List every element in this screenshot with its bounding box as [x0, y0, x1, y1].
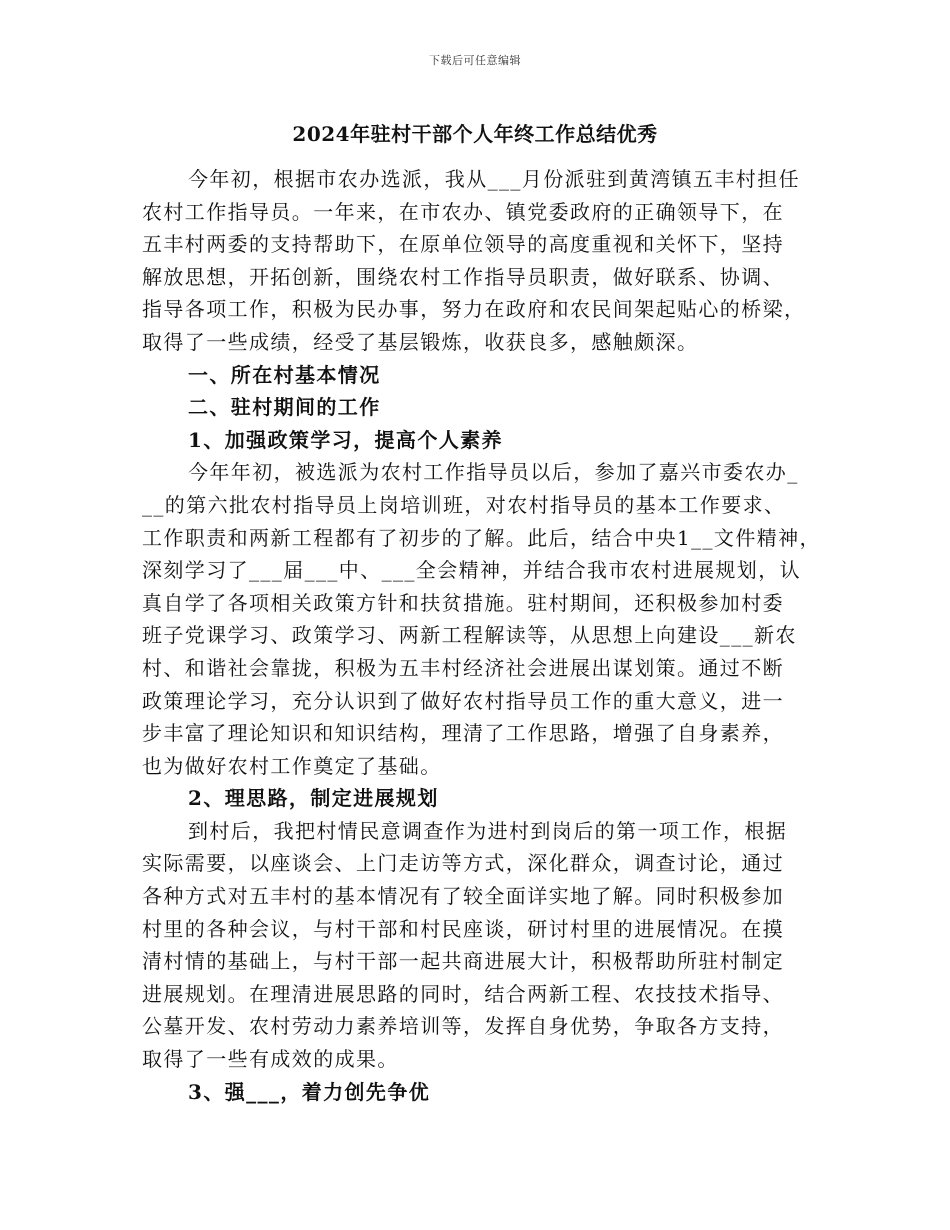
section-heading: 二、驻村期间的工作	[188, 395, 381, 420]
paragraph-line: 深刻学习了___届___中、___全会精神，并结合我市农村进展规划，认	[142, 558, 801, 583]
paragraph-line: 各种方式对五丰村的基本情况有了较全面详实地了解。同时积极参加	[142, 884, 784, 909]
paragraph-line: 班子党课学习、政策学习、两新工程解读等，从思想上向建设___新农	[142, 623, 797, 648]
header-note: 下载后可任意编辑	[429, 54, 521, 67]
subsection-heading: 1、加强政策学习，提高个人素养	[188, 427, 503, 452]
paragraph-line: 今年年初，被选派为农村工作指导员以后，参加了嘉兴市委农办_	[188, 460, 799, 485]
paragraph-line: 实际需要，以座谈会、上门走访等方式，深化群众，调查讨论，通过	[142, 851, 784, 876]
paragraph-line: 政策理论学习，充分认识到了做好农村指导员工作的重大意义，进一	[142, 688, 784, 713]
paragraph-line: 村、和谐社会靠拢，积极为五丰村经济社会进展出谋划策。通过不断	[142, 655, 784, 680]
paragraph-line: 今年初，根据市农办选派，我从___月份派驻到黄湾镇五丰村担任	[188, 167, 800, 191]
paragraph-line: 公墓开发、农村劳动力素养培训等，发挥自身优势，争取各方支持，	[142, 1014, 784, 1039]
document-body	[142, 163, 822, 1108]
subsection-heading: 2、理思路，制定进展规划	[188, 786, 439, 811]
paragraph-line: 到村后，我把村情民意调查作为进村到岗后的第一项工作，根据	[188, 818, 788, 843]
paragraph-line: 清村情的基础上，与村干部一起共商进展大计，积极帮助所驻村制定	[142, 949, 784, 974]
paragraph-line: 村里的各种会议，与村干部和村民座谈，研讨村里的进展情况。在摸	[142, 916, 784, 941]
paragraph-line: 取得了一些成绩，经受了基层锻炼，收获良多，感触颇深。	[142, 329, 699, 354]
paragraph-line: 真自学了各项相关政策方针和扶贫措施。驻村期间，还积极参加村委	[142, 590, 784, 615]
section-heading: 一、所在村基本情况	[188, 362, 381, 387]
paragraph-line: 农村工作指导员。一年来，在市农办、镇党委政府的正确领导下，在	[142, 199, 784, 224]
paragraph-line: 解放思想，开拓创新，围绕农村工作指导员职责，做好联系、协调、	[142, 264, 784, 289]
paragraph-line: 工作职责和两新工程都有了初步的了解。此后，结合中央1__文件精神，	[142, 525, 821, 550]
paragraph-line: 进展规划。在理清进展思路的同时，结合两新工程、农技技术指导、	[142, 981, 784, 1006]
paragraph-line: 指导各项工作，积极为民办事，努力在政府和农民间架起贴心的桥梁，	[142, 297, 806, 322]
document-title: 2024年驻村干部个人年终工作总结优秀	[292, 122, 658, 146]
subsection-heading: 3、强___，着力创先争优	[188, 1079, 431, 1104]
paragraph-line: 步丰富了理论知识和知识结构，理清了工作思路，增强了自身素养，	[142, 721, 784, 746]
paragraph-line: 取得了一些有成效的成果。	[142, 1047, 399, 1072]
paragraph-line: 也为做好农村工作奠定了基础。	[142, 753, 442, 778]
paragraph-line: __的第六批农村指导员上岗培训班，对农村指导员的基本工作要求、	[142, 492, 786, 517]
paragraph-line: 五丰村两委的支持帮助下，在原单位领导的高度重视和关怀下，坚持	[142, 232, 784, 257]
